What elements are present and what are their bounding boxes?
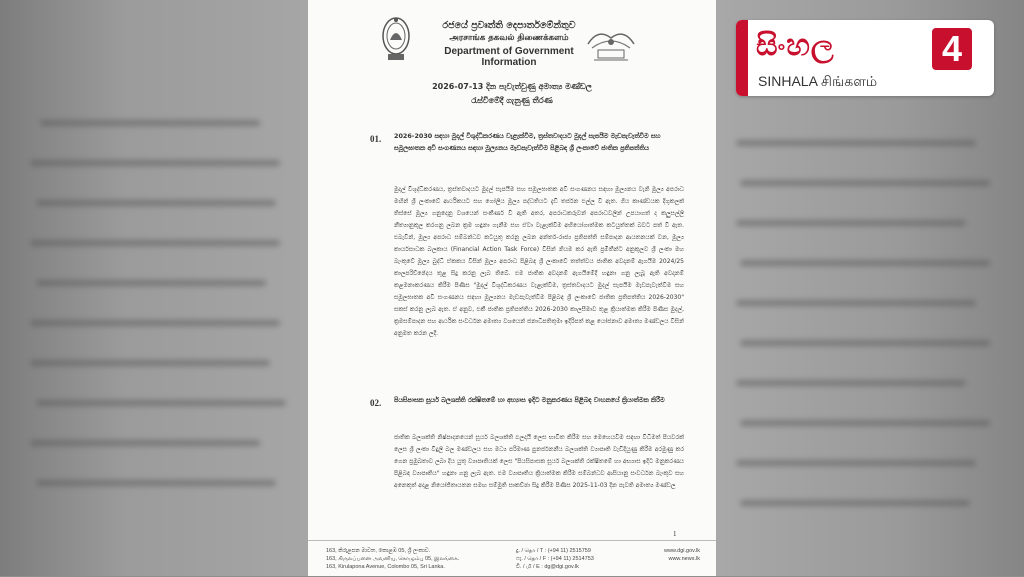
title-line-2: රැස්වීමේදී ගැනුණු තීරණ: [471, 96, 553, 105]
section-1-body: මුදල් විශුද්ධිකරණය, ත්‍රස්තවාදයට මුදල් සැපයීම සහ සමූලඝාතක අවි සංගණනය සඳහා මූල්‍යනය වැනි මූල්‍ය අපරාධ මඟින් ශ්‍රී ලංකාවේ ආර්ථිකයට සහ ගෝලීය මූල්‍ය පද්ධතියට දැඩි තර්ජන එල්ල වී ඇත. ගිය කාණ්ඩයක දිගුකලක් තිස්සේ මූල්‍ය ගනුදෙනු වශයෙන් සංකීර්ණ වී ඇති අතර, අපරාධකරුවන් අපරාධවලින් උපයාගත් ද කලුසල්ලි නීත්‍යානුකූල කරගනු ලබන ක්‍රම හඳුනා ගැනීම සහ ඒවා වැළැක්වීම අභියෝගාත්මක කටයුත්තක් බවට පත් වී ඇත. එබැවින්, මූල්‍ය අපරාධ සම්බන්ධව කටයුතු කරනු ලබන අන්තර්-රාජ්‍ය ප්‍රතිපත්ති සම්පාදන ආයතනයක් වන, මූල්‍ය කාර්යසාධක බලකාය (Financial Action Task Force) විසින් නියම කර ඇති ප්‍රමිතීන්ට අනුකූලව ශ්‍රී ලංකා මහ බැංකුවේ මූල්‍ය බුද්ධි ඒකකය විසින් මූල්‍ය අපරාධ පිළිබඳ ශ්‍රී ලංකාවේ තත්ත්වය ජාතික අවදානම් ඇගයීම 2024/25 කාලපරිච්ඡේදය තුළ සිදු කරනු ලැබ තිබේ. එම ජාතික අවදානම් ඇගයීමේදී හඳුනා ගනු ලැබූ ඇති අවදානම් කළමනාකරණය කිරීම පිණිස "මුදල් විශුද්ධිකරණය වැළැක්වීම, ත්‍රස්තවාදයට මුදල් සැපයීම මැඩපැවැත්වීම සහ සමූලඝාතක අවි සංගණනය සඳහා මූල්‍යනය මැඩපැවැත්වීම පිළිබඳ ශ්‍රී ලංකාවේ ජාතික ප්‍රතිපත්තිය 2026-2030" සකස් කරනු ලැබ ඇත. ඒ අනුව, එකී ජාතික ප්‍රතිපත්තිය 2026-2030 කාලසීමාව තුළ ක්‍රියාත්මක කිරීම පිණිස මුදල්, ක්‍රමසම්පාදන සහ ආර්ථික සංවර්ධන අමාත්‍ය වශයෙන් ජනාධිපතිතුමා ඉදිරිපත් කළ යෝජනාව අමාත්‍ය මණ්ඩලය විසින් අනුමත කරන ලදී.: [394, 186, 684, 337]
section-2-number: 02.: [370, 398, 382, 408]
letterhead: [308, 8, 716, 70]
footer-address-english: 163, Kirulapona Avenue, Colombo 05, Sri Lanka.: [326, 564, 445, 570]
department-logo-icon: [584, 24, 638, 66]
sri-lanka-emblem-icon: [380, 14, 412, 64]
footer-address-sinhala: 163, කිරුළපන මාවත, කොළඹ 05, ශ්‍රී ලංකාව.: [326, 548, 431, 554]
department-name-tamil: அரசாங்க தகவல் திணைக்களம்: [449, 33, 569, 43]
footer-email: වි. / மி / E : dg@dgi.gov.lk: [516, 564, 579, 570]
logo-main-text: සිංහල: [756, 28, 835, 63]
footer-address-tamil: 163, கிருலப்பனை அவனியு, கொழும்பு 05, இலங்கை.: [326, 556, 460, 562]
title-line-1: 2026-07-13 දින පැවැත්වුණු අමාත්‍ය මණ්ඩල: [432, 82, 592, 91]
sinhala4-logo: [736, 20, 994, 96]
document-footer: [308, 540, 716, 577]
section-1-heading: 2026-2030 සඳහා මුදල් විශුද්ධිකරණය වැළැක්වීම, ත්‍රස්තවාදයට මුදල් සැපයීම මැඩපැවැත්වීම සහ සමූලඝාතක අවි සංගණනය සඳහා මූල්‍යනය මැඩපැවැත්වීම පිළිබඳ ශ්‍රී ලංකාවේ ජාතික ප්‍රතිපත්තිය: [394, 132, 661, 152]
section-1-number: 01.: [370, 134, 382, 144]
document-title: [308, 82, 716, 106]
background-left-blur: [0, 0, 308, 576]
footer-website-dgi: www.dgi.gov.lk: [664, 548, 700, 554]
page-number: 1: [673, 530, 677, 538]
logo-subtitle: SINHALA சிங்களம்: [758, 73, 878, 89]
section-2-heading: පියසිපාසක සූර්ය බලශක්ති රක්ෂිතමේ හා අභ්‍යාස ඉදිට මනුකරණය පිළිබඳ වාහනයේ ක්‍රියාත්මක කිරීම: [394, 396, 665, 404]
footer-fax: ෆැ. / தொ / F : (+94 11) 2514753: [516, 556, 594, 562]
department-name-sinhala: රජයේ ප්‍රවෘත්ති දෙපාර්තමේන්තුව: [442, 20, 576, 31]
footer-website-news: www.news.lk: [668, 556, 700, 562]
logo-number: 4: [932, 28, 972, 70]
section-2-body: ජාතික බලශක්ති නිෂ්පාදනයෙන් සූර්ය බලශක්ති ඵලදායී ලෙස භාවිත කිරීම සහ මෙහෙයවීම සඳහා විධිමත් පියවරක් ලෙස ශ්‍රී ලංකා විදුලි බල මණ්ඩලය සහ මධ්‍ය පරිමාණ පුනර්ජනනීය බලශක්ති ව්‍යාපෘති වැඩිදියුණු කිරීම අරමුණු කර ගෙන ප්‍රමුඛතාව ලබා දිය යුතු ව්‍යාපෘතියක් ලෙස "පියසිපාසක සූර්ය බලශක්ති රක්ෂිතමේ හා අභ්‍යාස ඉදිට මනුකරණය පිළිබඳ ව්‍යාපෘතිය" හඳුනා ගනු ලැබ ඇත. එම ව්‍යාපෘතිය ක්‍රියාත්මක කිරීම සම්බන්ධව ආසියානු සංවර්ධන බැංකුව සහ අනෙකුත් අදාළ නියෝජිතායතන සමඟ සම්මුති සාකච්ඡා සිදු කිරීම පිණිස 2025-11-03 දින පැවති අමාත්‍ය මණ්ඩල: [394, 434, 684, 489]
footer-phone: දු. / தொ / T : (+94 11) 2515759: [516, 548, 591, 554]
document-page: [308, 0, 716, 576]
logo-accent-bar: [736, 20, 748, 96]
department-name-english: Department of Government Information: [444, 46, 574, 68]
